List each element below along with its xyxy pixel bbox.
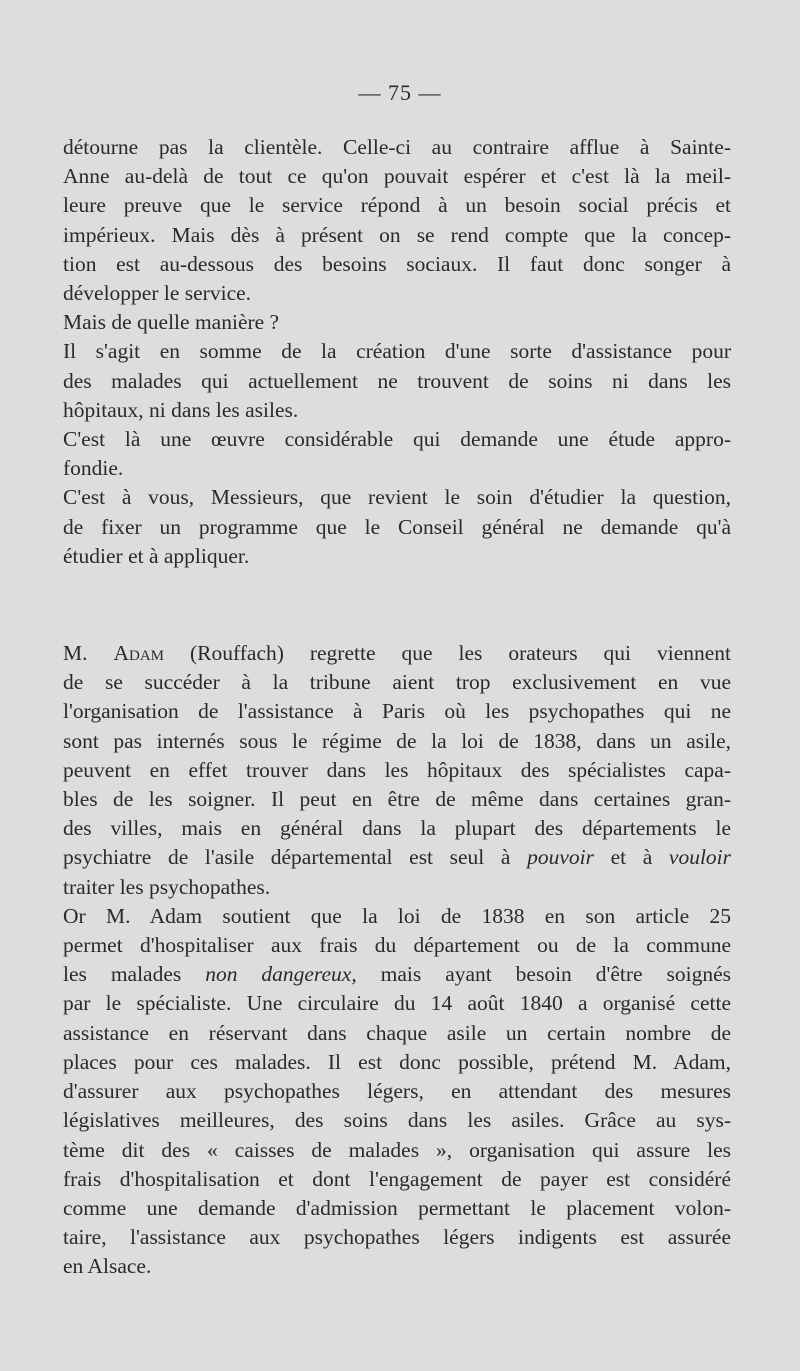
text-line: législatives meilleures, des soins dans les asiles. Grâce au sys- <box>63 1108 731 1133</box>
text-line <box>63 843 731 872</box>
text-line: des villes, mais en général dans la plupart des départements le <box>63 816 731 841</box>
text-line: assistance en réservant dans chaque asile un certain nombre de <box>63 1020 731 1045</box>
text-line: tion est au-dessous des besoins sociaux. Il faut donc songer à <box>63 251 731 276</box>
text-line: hôpitaux, ni dans les asiles. <box>63 397 299 422</box>
text-line: étudier et à appliquer. <box>63 543 250 568</box>
emphasis: pouvoir <box>527 845 594 870</box>
text-line: sont pas internés sous le régime de la loi de 1838, dans un asile, <box>63 728 731 753</box>
text-line: en Alsace. <box>63 1254 152 1279</box>
speaker-name: Adam <box>113 641 164 666</box>
text-line: C'est là une œuvre considérable qui demande une étude appro- <box>63 427 731 452</box>
text-line: Il s'agit en somme de la création d'une sorte d'assistance pour <box>63 339 731 364</box>
text-line: tème dit des « caisses de malades », organisation qui assure les <box>63 1137 731 1162</box>
paragraph-4 <box>63 425 731 483</box>
text-line: places pour ces malades. Il est donc possible, prétend M. Adam, <box>63 1049 731 1074</box>
text-line: bles de les soigner. Il peut en être de même dans certaines gran- <box>63 787 731 812</box>
body-text <box>63 133 731 1282</box>
text-line: taire, l'assistance aux psychopathes légers indigents est assurée <box>63 1225 731 1250</box>
line-segment: les malades <box>63 962 206 987</box>
paragraph-2 <box>63 308 731 337</box>
paragraph-5 <box>63 483 731 571</box>
section-gap <box>63 571 731 639</box>
emphasis: non dangereux, <box>205 962 357 987</box>
line-segment: psychiatre de l'asile départemental est seul à <box>63 845 528 870</box>
text-line: leure preuve que le service répond à un besoin social précis et <box>63 193 731 218</box>
text-line: permet d'hospitaliser aux frais du département ou de la commune <box>63 933 731 958</box>
text-line: développer le service. <box>63 281 252 306</box>
text-line: traiter les psychopathes. <box>63 874 271 899</box>
text-line: peuvent en effet trouver dans les hôpitaux des spécialistes capa- <box>63 757 731 782</box>
text-line <box>63 960 731 989</box>
text-line: d'assurer aux psychopathes légers, en attendant des mesures <box>63 1079 731 1104</box>
text-line: C'est à vous, Messieurs, que revient le soin d'étudier la question, <box>63 485 731 510</box>
text-line: fondie. <box>63 456 124 481</box>
text-line: Mais de quelle manière ? <box>63 310 280 335</box>
paragraph-1 <box>63 133 731 308</box>
emphasis: vouloir <box>668 845 732 870</box>
text-line: de se succéder à la tribune aient trop exclusivement en vue <box>63 670 731 695</box>
paragraph-6 <box>63 639 731 902</box>
text-line: par le spécialiste. Une circulaire du 14 août 1840 a organisé cette <box>63 991 731 1016</box>
text-line: Or M. Adam soutient que la loi de 1838 en son article 25 <box>63 903 731 928</box>
paragraph-7 <box>63 902 731 1282</box>
text-line: détourne pas la clientèle. Celle-ci au contraire afflue à Sainte- <box>63 135 731 159</box>
line-segment: mais ayant besoin d'être soignés <box>356 962 732 987</box>
text-line: Anne au-delà de tout ce qu'on pouvait espérer et c'est là la meil- <box>63 164 731 189</box>
text-line <box>63 639 731 668</box>
text-line: l'organisation de l'assistance à Paris où les psychopathes qui ne <box>63 699 731 724</box>
speaker-title: M. <box>63 641 88 666</box>
line-rest: (Rouffach) regrette que les orateurs qui viennent <box>164 641 732 666</box>
text-line: comme une demande d'admission permettant le placement volon- <box>63 1195 731 1220</box>
text-line: de fixer un programme que le Conseil général ne demande qu'à <box>63 514 731 539</box>
text-line: frais d'hospitalisation et dont l'engagement de payer est considéré <box>63 1166 731 1191</box>
line-segment: et à <box>593 845 669 870</box>
paragraph-3 <box>63 337 731 425</box>
page-number: — 75 — <box>358 80 442 105</box>
text-line: impérieux. Mais dès à présent on se rend compte que la concep- <box>63 222 731 247</box>
text-line: des malades qui actuellement ne trouvent de soins ni dans les <box>63 368 731 393</box>
